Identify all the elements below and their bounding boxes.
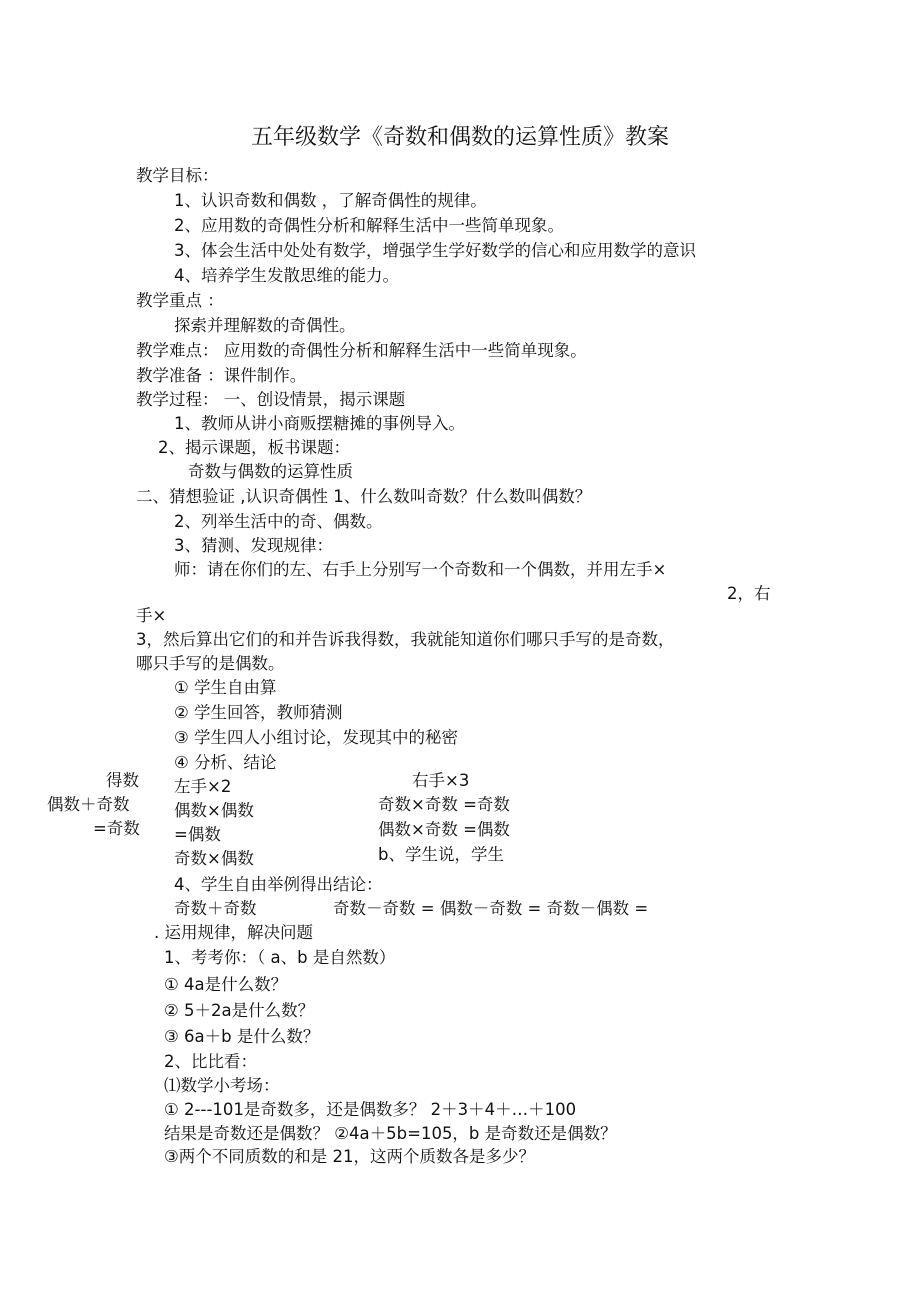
- teacher-line-3: 手×: [136, 606, 167, 625]
- document-title: 五年级数学《奇数和偶数的运算性质》教案: [250, 125, 669, 150]
- table-col1-row-3: 奇数×偶数: [174, 849, 254, 868]
- discussion-step-2: ② 学生回答，教师猜测: [174, 703, 343, 722]
- quiz-line-1: ① 2---101是奇数多，还是偶数多？ 2＋3＋4＋…＋100: [164, 1100, 577, 1119]
- key-point-heading: 教学重点 ：: [136, 291, 224, 310]
- table-left-label-3: =奇数: [93, 819, 140, 838]
- quiz-heading: ⑴数学小考场：: [164, 1076, 280, 1095]
- quiz-line-3: ③两个不同质数的和是 21，这两个质数各是多少？: [164, 1147, 536, 1166]
- table-left-label-2: 偶数＋奇数: [47, 795, 130, 814]
- key-point-text: 探索并理解数的奇偶性。: [174, 316, 356, 335]
- process-step-2: 2、揭示课题，板书课题：: [158, 438, 350, 457]
- conclusion-part-2: 奇数－奇数 = 偶数－奇数 = 奇数－偶数 =: [333, 899, 649, 918]
- table-col1-row-2: =偶数: [174, 825, 221, 844]
- question-3: ③ 6a＋b 是什么数？: [164, 1027, 320, 1046]
- apply-heading: . 运用规律，解决问题: [154, 923, 313, 942]
- discussion-step-4: ④ 分析、结论: [174, 753, 277, 772]
- table-left-label-1: 得数: [106, 771, 139, 790]
- conclusion-part-1: 奇数＋奇数: [174, 899, 257, 918]
- question-1: ① 4a是什么数？: [164, 975, 288, 994]
- table-col2-row-2: 偶数×奇数 =偶数: [378, 820, 510, 839]
- compare-heading: 2、比比看：: [164, 1052, 257, 1071]
- teacher-line-5: 哪只手写的是偶数。: [136, 654, 285, 673]
- table-col2-header: 右手×3: [412, 771, 470, 790]
- section2-item-2: 2、列举生活中的奇、偶数。: [174, 512, 383, 531]
- discussion-step-1: ① 学生自由算: [174, 678, 277, 697]
- objective-item-4: 4、培养学生发散思维的能力。: [174, 266, 399, 285]
- process-heading: 教学过程： 一、创设情景，揭示课题: [136, 390, 406, 409]
- section2-heading: 二、猜想验证 ,认识奇偶性 1、什么数叫奇数？什么数叫偶数？: [136, 487, 592, 506]
- preparation-line: 教学准备 ：课件制作。: [136, 366, 307, 385]
- teacher-line-2: 2，右: [727, 584, 771, 603]
- process-topic: 奇数与偶数的运算性质: [188, 462, 353, 481]
- discussion-step-3: ③ 学生四人小组讨论，发现其中的秘密: [174, 728, 459, 747]
- objective-item-3: 3、体会生活中处处有数学，增强学生学好数学的信心和应用数学的意识: [174, 241, 696, 260]
- teacher-line-4: 3，然后算出它们的和并告诉我得数，我就能知道你们哪只手写的是奇数，: [136, 630, 675, 649]
- question-2: ② 5＋2a是什么数？: [164, 1001, 315, 1020]
- conclusion-heading: 4、学生自由举例得出结论：: [174, 875, 383, 894]
- objectives-heading: 教学目标：: [136, 166, 219, 185]
- teacher-line-1: 师：请在你们的左、右手上分别写一个奇数和一个偶数，并用左手×: [174, 560, 667, 579]
- quiz-line-2: 结果是奇数还是偶数？ ②4a＋5b=105，b 是奇数还是偶数？: [164, 1124, 617, 1143]
- table-col2-row-3: b、学生说，学生: [378, 845, 504, 864]
- table-col1-row-1: 偶数×偶数: [174, 801, 254, 820]
- section2-item-3: 3、猜测、发现规律：: [174, 536, 333, 555]
- table-col1-header: 左手×2: [174, 777, 232, 796]
- process-step-1: 1、教师从讲小商贩摆糖摊的事例导入。: [174, 414, 465, 433]
- test-heading: 1、考考你：（ a、b 是自然数）: [164, 948, 396, 967]
- objective-item-2: 2、应用数的奇偶性分析和解释生活中一些简单现象。: [174, 216, 564, 235]
- objective-item-1: 1、认识奇数和偶数 ，了解奇偶性的规律。: [174, 191, 487, 210]
- table-col2-row-1: 奇数×奇数 =奇数: [378, 795, 510, 814]
- difficulty-line: 教学难点： 应用数的奇偶性分析和解释生活中一些简单现象。: [136, 341, 587, 360]
